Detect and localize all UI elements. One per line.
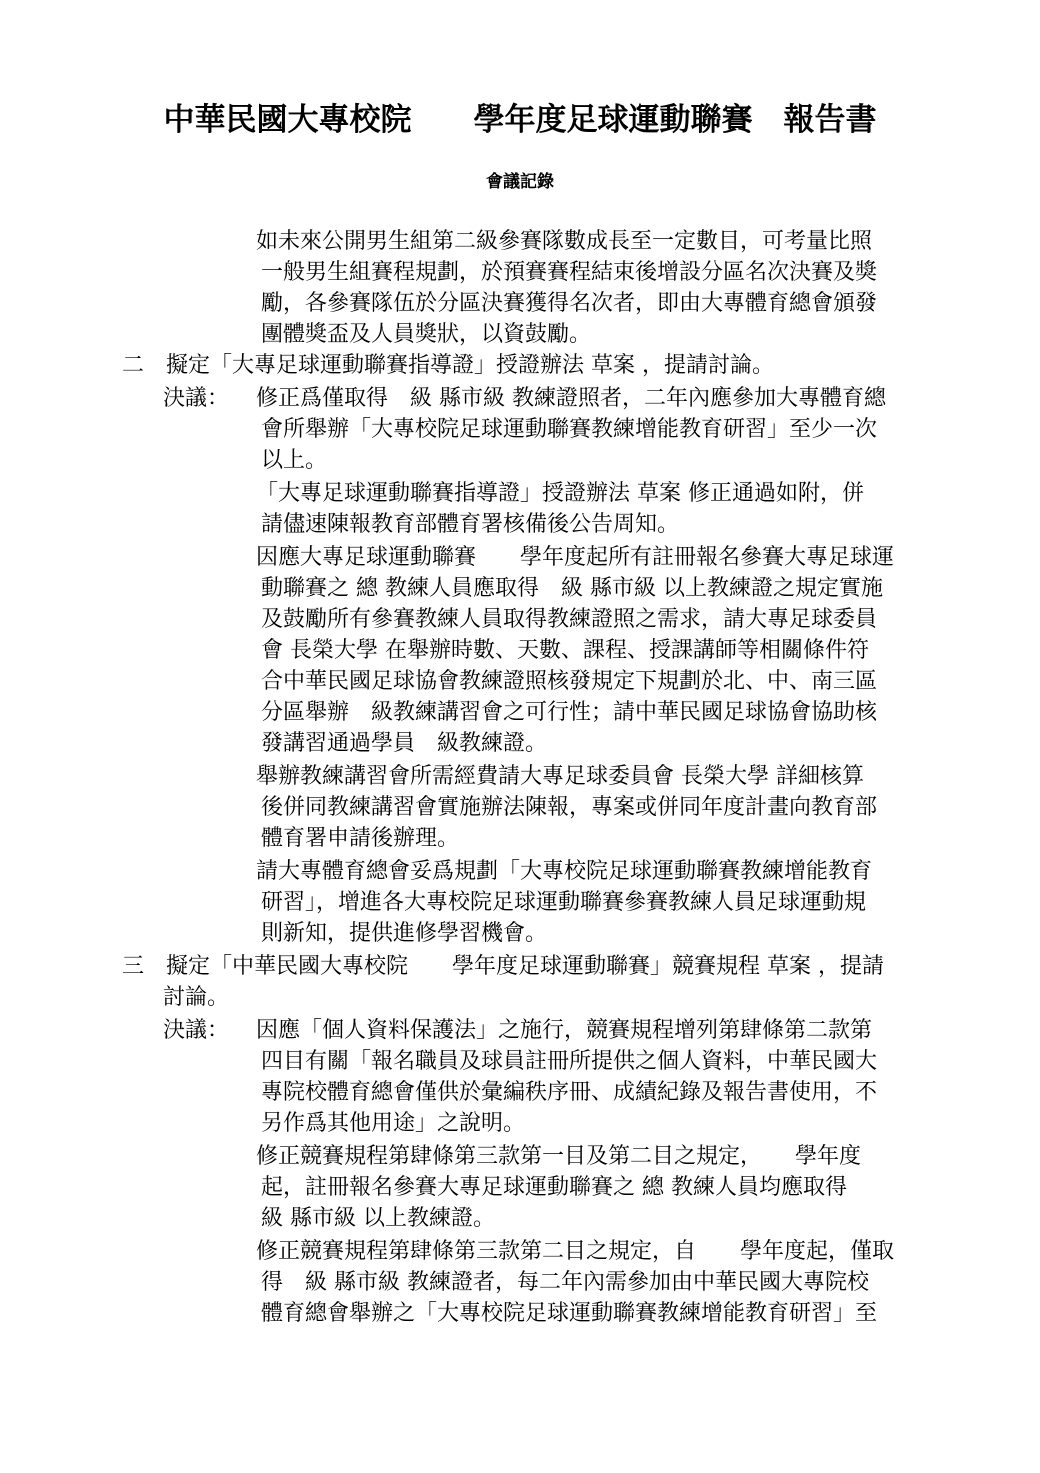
text-line: 專院校體育總會僅供於彙編秩序冊、成績紀錄及報告書使用，不 bbox=[261, 1080, 878, 1105]
text-line: 請大專體育總會妥爲規劃「大專校院足球運動聯賽教練增能教育 bbox=[256, 859, 873, 884]
text-line: 一般男生組賽程規劃，於預賽賽程結束後增設分區名次決賽及獎 bbox=[261, 260, 878, 285]
text-line: 「大專足球運動聯賽指導證」授證辦法 草案 修正通過如附，併 bbox=[256, 481, 864, 506]
text-line: 研習」，增進各大專校院足球運動聯賽參賽教練人員足球運動規 bbox=[261, 890, 867, 915]
page-title: 中華民國大專校院 學年度足球運動聯賽 報告書 bbox=[163, 102, 877, 138]
text-line: 擬定「中華民國大專校院 學年度足球運動聯賽」競賽規程 草案 ，提請 bbox=[166, 954, 884, 979]
text-line: 因應大專足球運動聯賽 學年度起所有註冊報名參賽大專足球運 bbox=[256, 545, 895, 570]
text-line: 後併同教練講習會實施辦法陳報，專案或併同年度計畫向教育部 bbox=[261, 795, 878, 820]
text-line: 會 長榮大學 在舉辦時數、天數、課程、授課講師等相關條件符 bbox=[261, 638, 869, 663]
text-line: 修正競賽規程第肆條第三款第二目之規定，自 學年度起，僅取 bbox=[256, 1239, 895, 1264]
text-line: 請儘速陳報教育部體育署核備後公告周知。 bbox=[261, 512, 680, 537]
item-number: 二 bbox=[122, 353, 145, 378]
text-line: 得 級 縣市級 教練證者，每二年內需參加由中華民國大專院校 bbox=[261, 1270, 869, 1295]
text-line: 級 縣市級 以上教練證。 bbox=[261, 1206, 495, 1231]
text-line: 發講習通過學員 級教練證。 bbox=[261, 731, 548, 756]
text-line: 如未來公開男生組第二級參賽隊數成長至一定數目，可考量比照 bbox=[256, 229, 873, 254]
text-line: 則新知，提供進修學習機會。 bbox=[261, 921, 548, 946]
text-line: 動聯賽之 總 教練人員應取得 級 縣市級 以上教練證之規定實施 bbox=[261, 576, 883, 601]
text-line: 因應「個人資料保護法」之施行，競賽規程增列第肆條第二款第 bbox=[256, 1018, 873, 1043]
resolution-label: 決議： bbox=[163, 386, 230, 411]
text-line: 合中華民國足球協會教練證照核發規定下規劃於北、中、南三區 bbox=[261, 669, 878, 694]
text-line: 以上。 bbox=[261, 448, 328, 473]
text-line: 團體獎盃及人員獎狀，以資鼓勵。 bbox=[261, 322, 592, 347]
text-line: 舉辦教練講習會所需經費請大專足球委員會 長榮大學 詳細核算 bbox=[256, 764, 864, 789]
text-line: 討論。 bbox=[163, 985, 230, 1010]
page-subtitle: 會議記錄 bbox=[486, 172, 554, 192]
text-line: 另作爲其他用途」之說明。 bbox=[261, 1111, 526, 1136]
item-number: 三 bbox=[122, 954, 145, 979]
text-line: 起，註冊報名參賽大專足球運動聯賽之 總 教練人員均應取得 bbox=[261, 1175, 847, 1200]
text-line: 修正爲僅取得 級 縣市級 教練證照者，二年內應參加大專體育總 bbox=[256, 386, 886, 411]
text-line: 修正競賽規程第肆條第三款第一目及第二目之規定， 學年度 bbox=[256, 1144, 862, 1169]
text-line: 及鼓勵所有參賽教練人員取得教練證照之需求，請大專足球委員 bbox=[261, 607, 878, 632]
text-line: 勵，各參賽隊伍於分區決賽獲得名次者，即由大專體育總會頒發 bbox=[261, 291, 878, 316]
text-line: 體育署申請後辦理。 bbox=[261, 826, 460, 851]
text-line: 體育總會舉辦之「大專校院足球運動聯賽教練增能教育研習」至 bbox=[261, 1301, 878, 1326]
text-line: 四目有關「報名職員及球員註冊所提供之個人資料，中華民國大 bbox=[261, 1049, 878, 1074]
text-line: 擬定「大專足球運動聯賽指導證」授證辦法 草案 ，提請討論。 bbox=[166, 353, 774, 378]
text-line: 會所舉辦「大專校院足球運動聯賽教練增能教育研習」至少一次 bbox=[261, 417, 878, 442]
resolution-label: 決議： bbox=[163, 1018, 230, 1043]
text-line: 分區舉辦 級教練講習會之可行性；請中華民國足球協會協助核 bbox=[261, 700, 878, 725]
